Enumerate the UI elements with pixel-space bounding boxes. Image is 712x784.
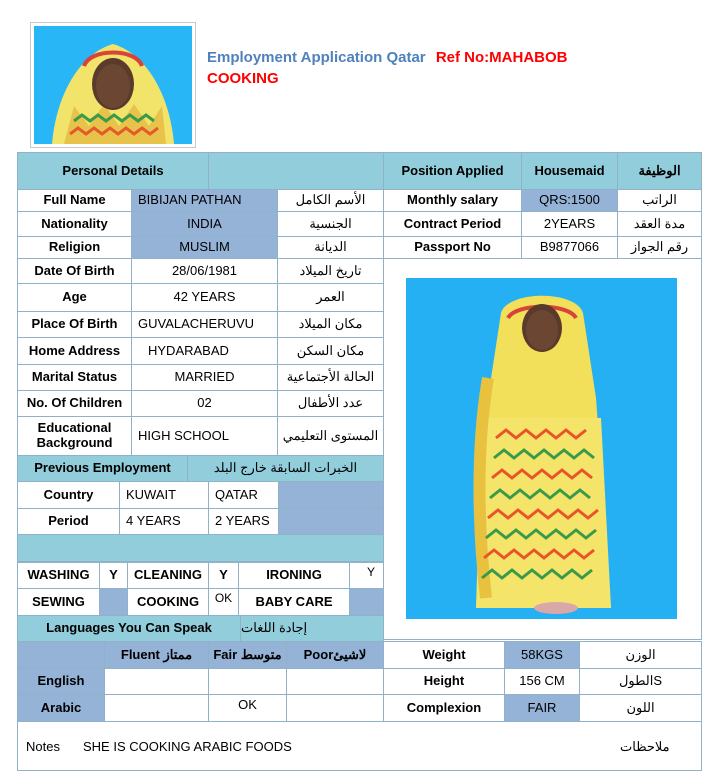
religion-label: Religion [17,236,132,259]
cooking-label: COOKING [127,588,209,616]
nationality-label-ar: الجنسية [277,211,384,237]
languages-header-blank [17,641,105,669]
period-3 [278,508,384,535]
home-address-label-ar: مكان السكن [277,337,384,365]
full-name-label-ar: الأسم الكامل [277,189,384,212]
passport-no-label-ar: رقم الجواز [617,236,702,259]
notes-label: Notes [26,739,60,754]
arabic-fair: OK [208,694,287,722]
height-label: Height [383,668,505,695]
english-fair [208,668,287,695]
title-text: Employment Application Qatar [207,49,426,66]
blank-teal-band [17,534,384,562]
contract-period-label: Contract Period [383,211,522,237]
complexion-value: FAIR [504,694,580,722]
age-label: Age [17,283,132,312]
fair-header: Fair متوسط [208,641,287,669]
cleaning-value: Y [208,562,239,589]
age-label-ar: العمر [277,283,384,312]
portrait-photo-frame [30,22,196,148]
monthly-salary-value: QRS:1500 [521,189,618,212]
sewing-value [99,588,128,616]
age-value: 42 YEARS [131,283,278,312]
languages-label: Languages You Can Speak [17,615,241,642]
country-label: Country [17,481,120,509]
full-name-label: Full Name [17,189,132,212]
english-label: English [17,668,105,695]
position-applied-value: Housemaid [521,152,618,190]
notes-label-ar: ملاحظات [620,739,670,754]
nationality-label: Nationality [17,211,132,237]
poor-header: Poorلاشيئ [286,641,384,669]
dob-label-ar: تاريخ الميلاد [277,258,384,284]
education-value: HIGH SCHOOL [131,416,278,456]
children-value: 02 [131,390,278,417]
passport-no-label: Passport No [383,236,522,259]
sewing-label: SEWING [17,588,100,616]
education-label-ar: المستوى التعليمي [277,416,384,456]
height-label-ar: الطولS [579,668,702,695]
contract-period-value: 2YEARS [521,211,618,237]
english-fluent [104,668,209,695]
dob-value: 28/06/1981 [131,258,278,284]
washing-label: WASHING [17,562,100,589]
babycare-label: BABY CARE [238,588,350,616]
previous-employment-label-ar: الخبرات السابقة خارج البلد [187,455,384,482]
passport-no-value: B9877066 [521,236,618,259]
full-name-value: BIBIJAN PATHAN [131,189,278,212]
application-title [207,49,567,66]
weight-label-ar: الوزن [579,641,702,669]
weight-label: Weight [383,641,505,669]
english-poor [286,668,384,695]
religion-label-ar: الديانة [277,236,384,259]
marital-status-value: MARRIED [131,364,278,391]
arabic-label: Arabic [17,694,105,722]
country-2: QATAR [208,481,279,509]
marital-status-label-ar: الحالة الأجتماعية [277,364,384,391]
ironing-value: Y [349,562,384,589]
marital-status-label: Marital Status [17,364,132,391]
complexion-label-ar: اللون [579,694,702,722]
children-label-ar: عدد الأطفال [277,390,384,417]
babycare-value [349,588,384,616]
nationality-value: INDIA [131,211,278,237]
washing-value: Y [99,562,128,589]
period-2: 2 YEARS [208,508,279,535]
place-of-birth-value: GUVALACHERUVU [131,311,278,338]
monthly-salary-label-ar: الراتب [617,189,702,212]
full-length-photo [406,278,677,619]
period-1: 4 YEARS [119,508,209,535]
weight-value: 58KGS [504,641,580,669]
period-label: Period [17,508,120,535]
previous-employment-label: Previous Employment [17,455,188,482]
country-3 [278,481,384,509]
portrait-photo [34,26,192,144]
arabic-poor [286,694,384,722]
height-value: 156 CM [504,668,580,695]
contract-period-label-ar: مدة العقد [617,211,702,237]
country-1: KUWAIT [119,481,209,509]
education-label: Educational Background [17,416,132,456]
complexion-label: Complexion [383,694,505,722]
monthly-salary-label: Monthly salary [383,189,522,212]
home-address-value: HYDARABAD [131,337,278,365]
fluent-header: Fluent ممتاز [104,641,209,669]
languages-label-ar: إجادة اللغات [240,615,384,642]
personal-details-header-blank [208,152,384,190]
religion-value: MUSLIM [131,236,278,259]
ironing-label: IRONING [238,562,350,589]
personal-details-header: Personal Details [17,152,209,190]
arabic-fluent [104,694,209,722]
dob-label: Date Of Birth [17,258,132,284]
place-of-birth-label-ar: مكان الميلاد [277,311,384,338]
cleaning-label: CLEANING [127,562,209,589]
place-of-birth-label: Place Of Birth [17,311,132,338]
position-applied-label-ar: الوظيفة [617,152,702,190]
children-label: No. Of Children [17,390,132,417]
position-applied-label: Position Applied [383,152,522,190]
cooking-value: OK [208,588,239,616]
job-title: COOKING [207,70,279,87]
home-address-label: Home Address [17,337,132,365]
ref-number: Ref No:MAHABOB [435,49,568,66]
notes-value: SHE IS COOKING ARABIC FOODS [83,739,292,754]
